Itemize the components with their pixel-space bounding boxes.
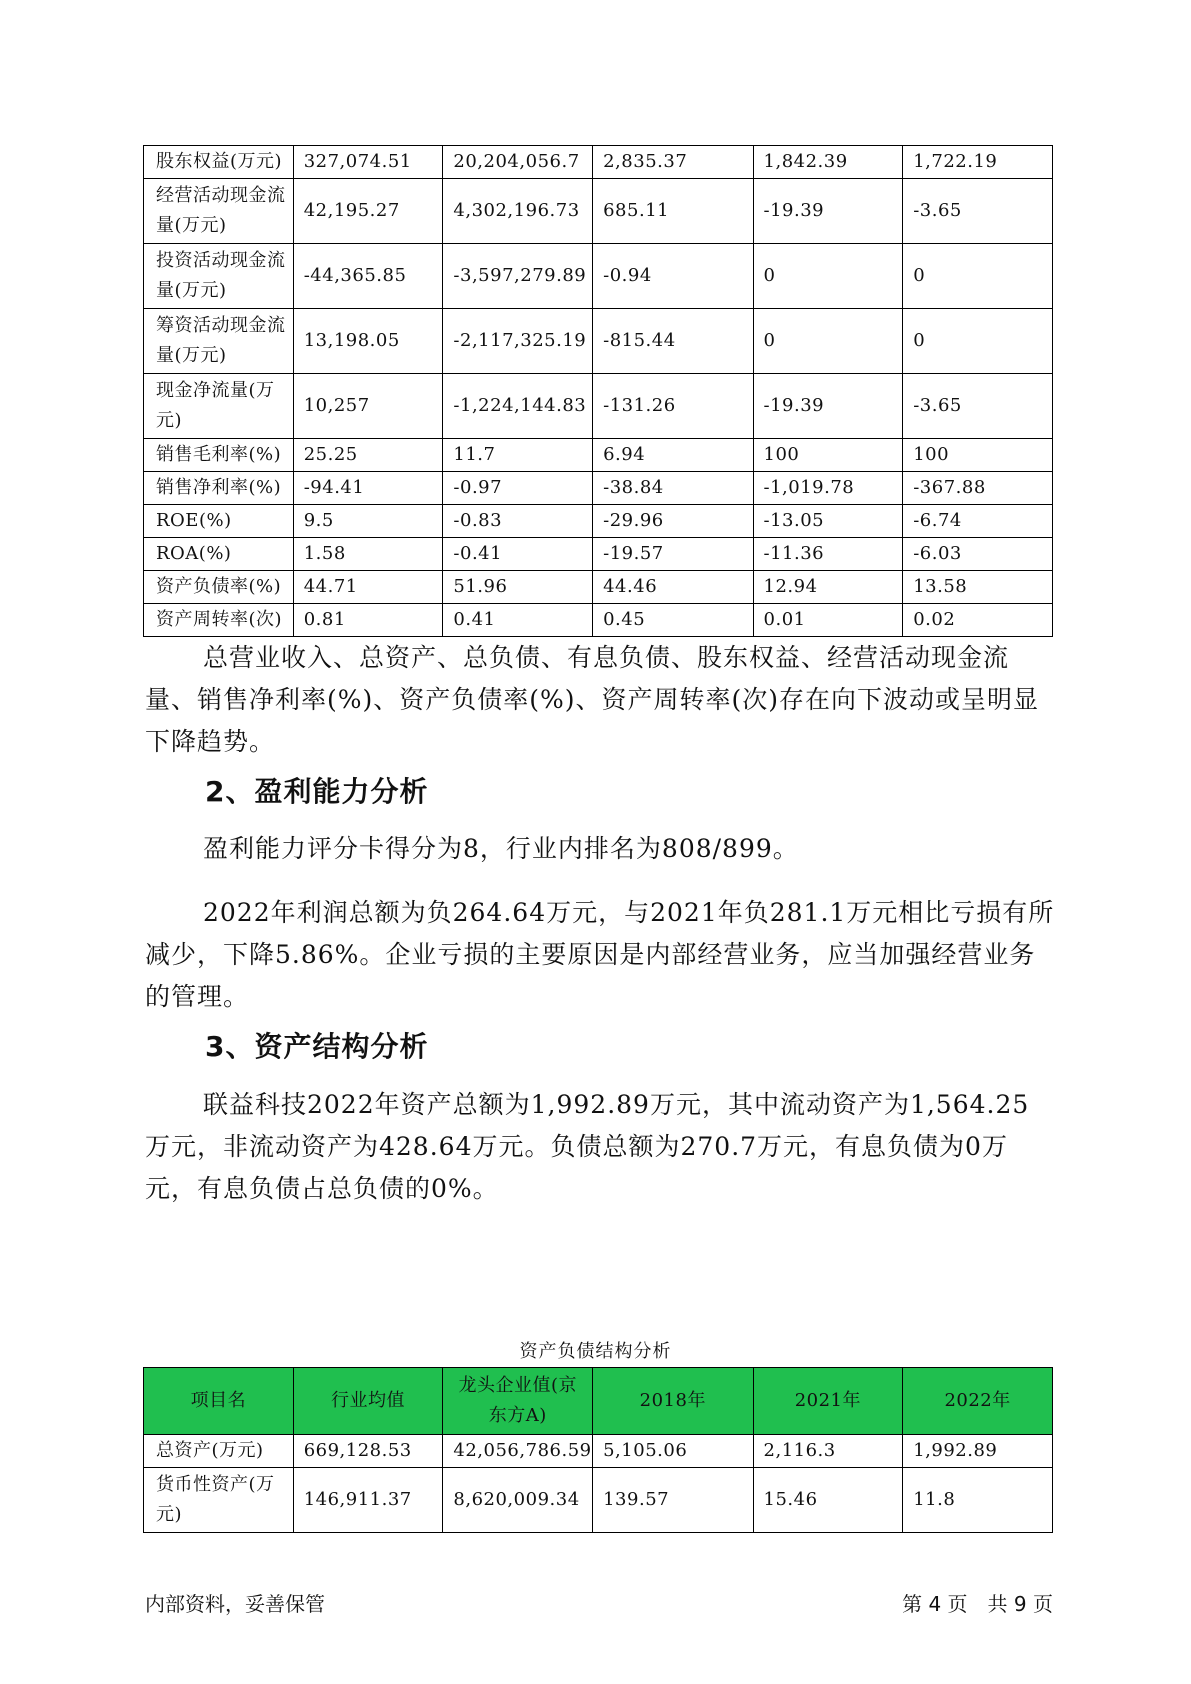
value-cell: 12.94 bbox=[753, 571, 903, 604]
value-cell: -0.83 bbox=[443, 505, 593, 538]
value-cell: -2,117,325.19 bbox=[443, 309, 593, 374]
value-cell: -19.57 bbox=[593, 538, 753, 571]
value-cell: 11.8 bbox=[903, 1468, 1053, 1533]
trend-paragraph: 总营业收入、总资产、总负债、有息负债、股东权益、经营活动现金流量、销售净利率(%)、资产负债率(%)、资产周转率(次)存在向下波动或呈明显下降趋势。 bbox=[145, 643, 1040, 756]
value-cell: 146,911.37 bbox=[293, 1468, 443, 1533]
value-cell: -367.88 bbox=[903, 472, 1053, 505]
table-row bbox=[144, 439, 1053, 472]
value-cell: 0.45 bbox=[593, 604, 753, 637]
value-cell: -0.97 bbox=[443, 472, 593, 505]
footer-page-number: 第 4 页 共 9 页 bbox=[902, 1592, 1053, 1616]
value-cell: 1,992.89 bbox=[903, 1435, 1053, 1468]
table-row bbox=[144, 1468, 1053, 1533]
value-cell: 8,620,009.34 bbox=[443, 1468, 593, 1533]
row-label-cell: 总资产(万元) bbox=[144, 1435, 294, 1468]
section-heading-asset-structure: 3、资产结构分析 bbox=[205, 1030, 429, 1063]
value-cell: -13.05 bbox=[753, 505, 903, 538]
row-label-cell: 销售净利率(%) bbox=[144, 472, 294, 505]
value-cell: 13.58 bbox=[903, 571, 1053, 604]
value-cell: 5,105.06 bbox=[593, 1435, 753, 1468]
value-cell: -815.44 bbox=[593, 309, 753, 374]
table-row bbox=[144, 179, 1053, 244]
value-cell: -0.41 bbox=[443, 538, 593, 571]
financial-indicators-table bbox=[143, 145, 1053, 637]
column-header-cell: 龙头企业值(京东方A) bbox=[443, 1368, 593, 1435]
value-cell: -19.39 bbox=[753, 179, 903, 244]
value-cell: 0 bbox=[753, 244, 903, 309]
column-header-cell: 行业均值 bbox=[293, 1368, 443, 1435]
asset-paragraph: 联益科技2022年资产总额为1,992.89万元，其中流动资产为1,564.25万元，非流动资产为428.64万元。负债总额为270.7万元，有息负债为0万元，有息负债占总负债的0%。 bbox=[145, 1090, 1030, 1203]
value-cell: 42,195.27 bbox=[293, 179, 443, 244]
value-cell: 0 bbox=[903, 309, 1053, 374]
row-label-cell: 销售毛利率(%) bbox=[144, 439, 294, 472]
table-header-row bbox=[144, 1368, 1053, 1435]
section-heading-profitability: 2、盈利能力分析 bbox=[205, 775, 429, 808]
value-cell: -44,365.85 bbox=[293, 244, 443, 309]
value-cell: 100 bbox=[753, 439, 903, 472]
profit-paragraph: 2022年利润总额为负264.64万元，与2021年负281.1万元相比亏损有所减少，下降5.86%。企业亏损的主要原因是内部经营业务，应当加强经营业务的管理。 bbox=[145, 898, 1055, 1011]
value-cell: -3.65 bbox=[903, 179, 1053, 244]
row-label-cell: 资产周转率(次) bbox=[144, 604, 294, 637]
value-cell: 20,204,056.7 bbox=[443, 146, 593, 179]
value-cell: 139.57 bbox=[593, 1468, 753, 1533]
value-cell: 0.01 bbox=[753, 604, 903, 637]
value-cell: 42,056,786.59 bbox=[443, 1435, 593, 1468]
table-row bbox=[144, 146, 1053, 179]
value-cell: 6.94 bbox=[593, 439, 753, 472]
value-cell: -38.84 bbox=[593, 472, 753, 505]
value-cell: -6.03 bbox=[903, 538, 1053, 571]
value-cell: 9.5 bbox=[293, 505, 443, 538]
value-cell: -29.96 bbox=[593, 505, 753, 538]
table-row bbox=[144, 309, 1053, 374]
value-cell: 0 bbox=[753, 309, 903, 374]
value-cell: 10,257 bbox=[293, 374, 443, 439]
value-cell: 1,722.19 bbox=[903, 146, 1053, 179]
row-label-cell: ROA(%) bbox=[144, 538, 294, 571]
value-cell: 327,074.51 bbox=[293, 146, 443, 179]
value-cell: 44.46 bbox=[593, 571, 753, 604]
value-cell: -11.36 bbox=[753, 538, 903, 571]
value-cell: -3,597,279.89 bbox=[443, 244, 593, 309]
value-cell: 13,198.05 bbox=[293, 309, 443, 374]
value-cell: -94.41 bbox=[293, 472, 443, 505]
value-cell: -131.26 bbox=[593, 374, 753, 439]
value-cell: 25.25 bbox=[293, 439, 443, 472]
table-caption: 资产负债结构分析 bbox=[519, 1341, 672, 1362]
value-cell: 44.71 bbox=[293, 571, 443, 604]
table-row bbox=[144, 374, 1053, 439]
value-cell: -6.74 bbox=[903, 505, 1053, 538]
row-label-cell: 现金净流量(万元) bbox=[144, 374, 294, 439]
value-cell: 1.58 bbox=[293, 538, 443, 571]
value-cell: -0.94 bbox=[593, 244, 753, 309]
row-label-cell: 经营活动现金流量(万元) bbox=[144, 179, 294, 244]
asset-liability-structure-table bbox=[143, 1367, 1053, 1533]
value-cell: 11.7 bbox=[443, 439, 593, 472]
table-row bbox=[144, 538, 1053, 571]
row-label-cell: 投资活动现金流量(万元) bbox=[144, 244, 294, 309]
row-label-cell: 货币性资产(万元) bbox=[144, 1468, 294, 1533]
value-cell: 685.11 bbox=[593, 179, 753, 244]
value-cell: -19.39 bbox=[753, 374, 903, 439]
table-row bbox=[144, 472, 1053, 505]
value-cell: 100 bbox=[903, 439, 1053, 472]
row-label-cell: 资产负债率(%) bbox=[144, 571, 294, 604]
value-cell: 0 bbox=[903, 244, 1053, 309]
score-paragraph: 盈利能力评分卡得分为8，行业内排名为808/899。 bbox=[203, 834, 799, 863]
value-cell: 2,116.3 bbox=[753, 1435, 903, 1468]
table-row bbox=[144, 244, 1053, 309]
row-label-cell: 筹资活动现金流量(万元) bbox=[144, 309, 294, 374]
column-header-cell: 项目名 bbox=[144, 1368, 294, 1435]
value-cell: -1,224,144.83 bbox=[443, 374, 593, 439]
value-cell: 0.02 bbox=[903, 604, 1053, 637]
value-cell: 2,835.37 bbox=[593, 146, 753, 179]
value-cell: 0.41 bbox=[443, 604, 593, 637]
table-row bbox=[144, 571, 1053, 604]
table-row bbox=[144, 1435, 1053, 1468]
value-cell: 0.81 bbox=[293, 604, 443, 637]
value-cell: 1,842.39 bbox=[753, 146, 903, 179]
value-cell: -3.65 bbox=[903, 374, 1053, 439]
footer-confidential-note: 内部资料，妥善保管 bbox=[145, 1592, 325, 1616]
value-cell: 15.46 bbox=[753, 1468, 903, 1533]
value-cell: 51.96 bbox=[443, 571, 593, 604]
column-header-cell: 2022年 bbox=[903, 1368, 1053, 1435]
column-header-cell: 2018年 bbox=[593, 1368, 753, 1435]
value-cell: 4,302,196.73 bbox=[443, 179, 593, 244]
table-row bbox=[144, 505, 1053, 538]
row-label-cell: ROE(%) bbox=[144, 505, 294, 538]
table-row bbox=[144, 604, 1053, 637]
value-cell: 669,128.53 bbox=[293, 1435, 443, 1468]
value-cell: -1,019.78 bbox=[753, 472, 903, 505]
row-label-cell: 股东权益(万元) bbox=[144, 146, 294, 179]
column-header-cell: 2021年 bbox=[753, 1368, 903, 1435]
